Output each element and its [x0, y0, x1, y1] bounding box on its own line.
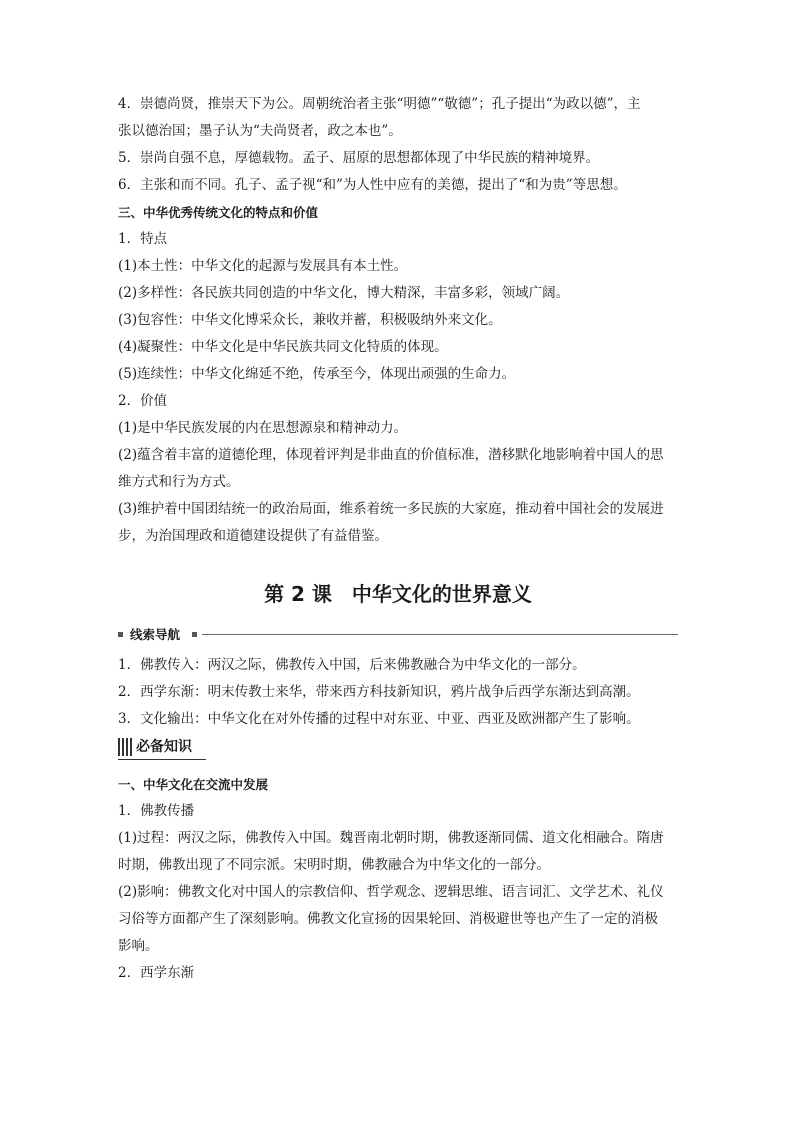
text-line: (1)过程：两汉之际，佛教传入中国。魏晋南北朝时期，佛教逐渐同儒、道文化相融合。隋唐: [118, 830, 664, 846]
text-line: 张以德治国；墨子认为“夫尚贤者，政之本也”。: [118, 123, 402, 139]
features-values-list: [118, 226, 678, 550]
lesson-title: 第 2 课 中华文化的世界意义: [264, 582, 532, 606]
essential-knowledge-label: 必备知识: [136, 739, 192, 755]
clue-list: [118, 652, 678, 733]
square-bullet-icon: [118, 632, 123, 637]
section-heading: 一、中华文化在交流中发展: [118, 777, 269, 792]
text-line: (3)维护着中国团结统一的政治局面，维系着统一多民族的大家庭，推动着中国社会的发展进: [118, 501, 664, 517]
text-line: 时期，佛教出现了不同宗派。宋明时期，佛教融合为中华文化的一部分。: [118, 857, 550, 873]
list-item: 2．西学东渐：明末传教士来华，带来西方科技新知识，鸦片战争后西学东渐达到高潮。: [118, 684, 640, 700]
virtues-list: [118, 91, 678, 199]
text-line: (1)本土性：中华文化的起源与发展具有本土性。: [118, 258, 408, 274]
text-line: 6．主张和而不同。孔子、孟子视“和”为人性中应有的美德，提出了“和为贵”等思想。: [118, 177, 627, 193]
text-line: 步，为治国理政和道德建设提供了有益借鉴。: [118, 528, 388, 544]
text-line: (4)凝聚性：中华文化是中华民族共同文化特质的体现。: [118, 339, 448, 355]
clue-navigation-label: 线索导航: [130, 627, 181, 642]
divider: [118, 759, 206, 760]
text-line: 维方式和行为方式。: [118, 474, 240, 490]
text-line: 影响。: [118, 938, 159, 954]
text-line: 1．佛教传播: [118, 803, 195, 819]
text-line: 4．崇德尚贤，推崇天下为公。周朝统治者主张“明德”“敬德”；孔子提出“为政以德”，主: [118, 96, 641, 112]
divider: [202, 634, 678, 635]
text-line: (2)多样性：各民族共同创造的中华文化，博大精深，丰富多彩，领域广阔。: [118, 285, 570, 301]
text-line: 习俗等方面都产生了深刻影响。佛教文化宣扬的因果轮回、消极避世等也产生了一定的消极: [118, 911, 658, 927]
list-item: 1．佛教传入：两汉之际，佛教传入中国，后来佛教融合为中华文化的一部分。: [118, 657, 586, 673]
text-line: (5)连续性：中华文化绵延不绝，传承至今，体现出顽强的生命力。: [118, 366, 516, 382]
clue-navigation-header: [118, 624, 678, 646]
square-bullet-icon: [192, 632, 197, 637]
essential-knowledge-header: [118, 735, 678, 761]
text-line: (2)影响：佛教文化对中国人的宗教信仰、哲学观念、逻辑思维、语言词汇、文学艺术、礼仪: [118, 884, 664, 900]
section-heading: 三、中华优秀传统文化的特点和价值: [118, 205, 319, 220]
text-line: 2．价值: [118, 393, 168, 409]
text-line: (1)是中华民族发展的内在思想源泉和精神动力。: [118, 420, 408, 436]
exchange-development-list: [118, 798, 678, 987]
list-item: 3．文化输出：中华文化在对外传播的过程中对东亚、中亚、西亚及欧洲都产生了影响。: [118, 711, 640, 727]
document-page: [118, 91, 678, 987]
text-line: (3)包容性：中华文化博采众长，兼收并蓄，积极吸纳外来文化。: [118, 312, 502, 328]
striped-block-icon: [118, 738, 132, 756]
text-line: 5．崇尚自强不息，厚德载物。孟子、屈原的思想都体现了中华民族的精神境界。: [118, 150, 600, 166]
text-line: 1．特点: [118, 231, 168, 247]
text-line: 2．西学东渐: [118, 965, 195, 981]
text-line: (2)蕴含着丰富的道德伦理，体现着评判是非曲直的价值标准，潜移默化地影响着中国人的思: [118, 447, 664, 463]
